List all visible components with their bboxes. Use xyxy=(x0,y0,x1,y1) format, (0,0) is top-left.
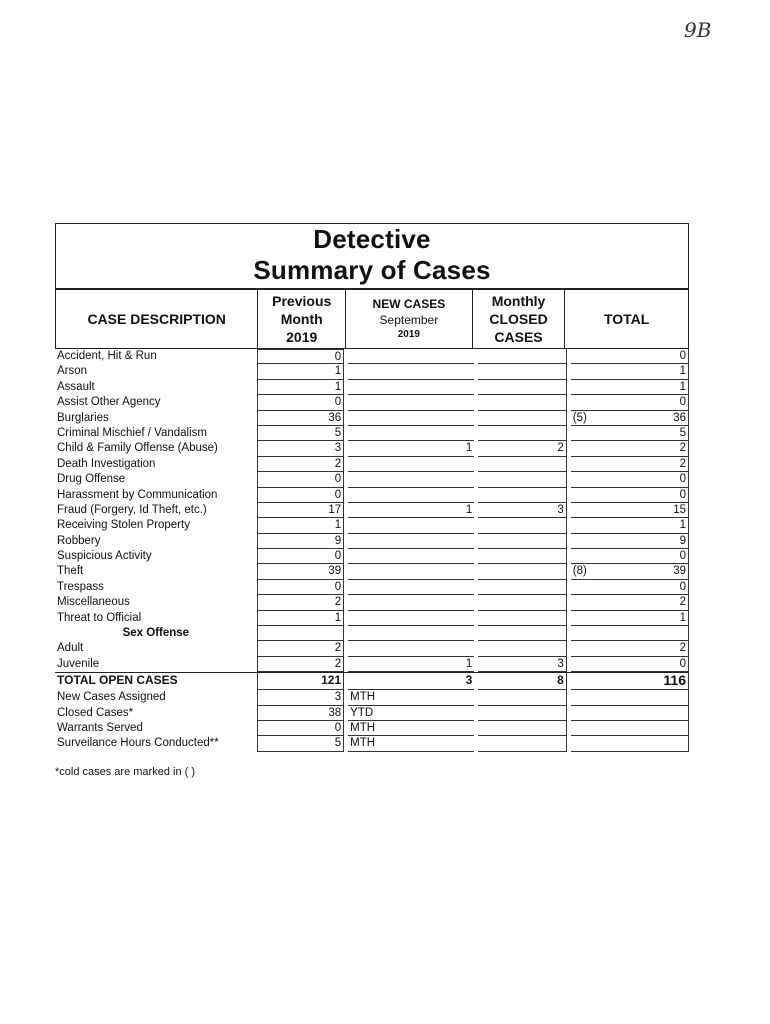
previous-month-value: 0 xyxy=(257,472,344,487)
previous-month-value: 36 xyxy=(257,411,344,426)
summary-empty-closed xyxy=(478,721,566,736)
closed-cases-value xyxy=(478,426,566,441)
new-cases-value xyxy=(348,349,474,364)
summary-value: 5 xyxy=(257,736,344,751)
total-value: 0 xyxy=(679,580,686,593)
header-closed-l1: Monthly xyxy=(491,293,546,309)
header-previous-l1: Previous xyxy=(272,293,332,309)
total-cell xyxy=(571,380,689,395)
closed-cases-value xyxy=(478,518,566,533)
sex-offense-label: Sex Offense xyxy=(122,627,190,640)
total-prev: 121 xyxy=(257,673,344,690)
total-cell xyxy=(571,364,689,379)
total-cell xyxy=(571,580,689,595)
total-value: 2 xyxy=(679,596,686,609)
closed-cases-value xyxy=(478,395,566,410)
table-row xyxy=(55,549,689,564)
cold-case-count: (8) xyxy=(572,565,587,578)
total-cell xyxy=(571,549,689,564)
summary-value: 38 xyxy=(257,706,344,721)
case-description: Criminal Mischief / Vandalism xyxy=(57,426,207,439)
total-value: 0 xyxy=(679,350,686,362)
table-row xyxy=(55,364,689,379)
summary-row xyxy=(55,690,689,705)
summary-empty-closed xyxy=(478,690,566,705)
case-description: Fraud (Forgery, Id Theft, etc.) xyxy=(57,503,207,516)
sex-rows xyxy=(55,641,689,672)
summary-value: 0 xyxy=(257,721,344,736)
new-cases-value xyxy=(348,457,474,472)
header-new-cases xyxy=(346,290,473,348)
previous-month-value: 1 xyxy=(257,364,344,379)
total-value: 1 xyxy=(679,365,686,378)
previous-month-value: 2 xyxy=(257,457,344,472)
summary-sheet xyxy=(55,223,689,752)
table-row xyxy=(55,518,689,533)
closed-cases-value: 3 xyxy=(478,503,566,518)
previous-month-value: 1 xyxy=(257,380,344,395)
table-row xyxy=(55,457,689,472)
summary-unit: MTH xyxy=(348,690,474,705)
case-description: Arson xyxy=(57,365,88,378)
header-row xyxy=(55,288,689,349)
table-row xyxy=(55,488,689,503)
total-value: 0 xyxy=(679,550,686,563)
table-row xyxy=(55,441,689,456)
new-cases-value xyxy=(348,395,474,410)
new-cases-value xyxy=(348,641,474,656)
case-description: Death Investigation xyxy=(57,457,156,470)
closed-cases-value xyxy=(478,564,566,579)
header-closed-l2: CLOSED xyxy=(489,311,548,327)
summary-description: New Cases Assigned xyxy=(57,691,166,704)
closed-cases-value xyxy=(478,457,566,472)
closed-cases-value xyxy=(478,549,566,564)
title-box xyxy=(55,223,689,288)
previous-month-value: 0 xyxy=(257,580,344,595)
title-line-1: Detective xyxy=(313,224,431,254)
header-new-l2: September xyxy=(379,313,439,327)
total-value: 1 xyxy=(679,380,686,393)
new-cases-value xyxy=(348,564,474,579)
sex-offense-total-empty xyxy=(571,626,689,641)
table-row xyxy=(55,564,689,579)
closed-cases-value: 3 xyxy=(478,657,566,672)
total-cell xyxy=(571,472,689,487)
table-row xyxy=(55,503,689,518)
total-value: 2 xyxy=(679,457,686,470)
table-row xyxy=(55,657,689,672)
page-number: 9B xyxy=(684,18,712,42)
summary-empty-total xyxy=(571,690,689,705)
total-cell xyxy=(571,534,689,549)
total-cell xyxy=(571,411,689,426)
case-description: Theft xyxy=(57,565,84,578)
total-cell xyxy=(571,349,689,364)
case-description: Robbery xyxy=(57,534,101,547)
previous-month-value: 2 xyxy=(257,595,344,610)
total-value: 1 xyxy=(679,519,686,532)
sex-offense-heading-row xyxy=(55,626,689,641)
header-new-l3: 2019 xyxy=(397,329,420,340)
summary-empty-total xyxy=(571,721,689,736)
table-row xyxy=(55,472,689,487)
closed-cases-value xyxy=(478,488,566,503)
previous-month-value: 0 xyxy=(257,395,344,410)
total-cell xyxy=(571,395,689,410)
previous-month-value: 0 xyxy=(257,488,344,503)
closed-cases-value xyxy=(478,641,566,656)
total-value: 15 xyxy=(673,503,686,516)
previous-month-value: 2 xyxy=(257,657,344,672)
total-label: TOTAL OPEN CASES xyxy=(57,673,178,688)
total-total-cell xyxy=(571,673,689,690)
case-rows xyxy=(55,349,689,626)
new-cases-value xyxy=(348,472,474,487)
summary-description: Surveilance Hours Conducted** xyxy=(57,737,219,750)
total-value: 0 xyxy=(679,657,686,670)
closed-cases-value xyxy=(478,611,566,626)
previous-month-value: 0 xyxy=(257,549,344,564)
cold-case-count: (5) xyxy=(572,411,587,424)
total-value: 2 xyxy=(679,642,686,655)
header-previous-month xyxy=(258,290,346,348)
total-cell xyxy=(571,503,689,518)
case-description: Miscellaneous xyxy=(57,596,130,609)
new-cases-value: 1 xyxy=(348,657,474,672)
new-cases-value xyxy=(348,534,474,549)
closed-cases-value xyxy=(478,472,566,487)
total-open-cases-row xyxy=(55,672,689,690)
total-cell xyxy=(571,611,689,626)
header-previous-l3: 2019 xyxy=(286,329,318,345)
table-row xyxy=(55,641,689,656)
previous-month-value: 39 xyxy=(257,564,344,579)
closed-cases-value xyxy=(478,364,566,379)
previous-month-value: 0 xyxy=(257,349,344,364)
title-line-2: Summary of Cases xyxy=(253,255,491,285)
table-row xyxy=(55,411,689,426)
total-value: 0 xyxy=(679,488,686,501)
total-value: 2 xyxy=(679,442,686,455)
summary-empty-closed xyxy=(478,736,566,751)
total-cell xyxy=(571,595,689,610)
total-cell xyxy=(571,641,689,656)
closed-cases-value xyxy=(478,534,566,549)
summary-unit: MTH xyxy=(348,721,474,736)
summary-unit: MTH xyxy=(348,736,474,751)
new-cases-value xyxy=(348,549,474,564)
closed-cases-value xyxy=(478,349,566,364)
case-description: Suspicious Activity xyxy=(57,550,152,563)
previous-month-value: 9 xyxy=(257,534,344,549)
table-row xyxy=(55,611,689,626)
closed-cases-value: 2 xyxy=(478,441,566,456)
total-cell xyxy=(571,441,689,456)
case-description: Burglaries xyxy=(57,411,109,424)
table-row xyxy=(55,380,689,395)
new-cases-value xyxy=(348,380,474,395)
case-description: Assist Other Agency xyxy=(57,396,161,409)
case-description: Accident, Hit & Run xyxy=(57,350,157,362)
total-value: 5 xyxy=(679,426,686,439)
previous-month-value: 17 xyxy=(257,503,344,518)
table-row xyxy=(55,580,689,595)
header-total: TOTAL xyxy=(603,311,650,327)
case-description: Assault xyxy=(57,380,95,393)
previous-month-value: 2 xyxy=(257,641,344,656)
table-row xyxy=(55,395,689,410)
total-cell xyxy=(571,657,689,672)
header-new-l1: NEW CASES xyxy=(372,297,446,311)
closed-cases-value xyxy=(478,411,566,426)
total-new: 3 xyxy=(348,673,474,690)
summary-value: 3 xyxy=(257,690,344,705)
previous-month-value: 5 xyxy=(257,426,344,441)
new-cases-value xyxy=(348,488,474,503)
sex-offense-new-empty xyxy=(348,626,474,641)
total-total: 116 xyxy=(663,673,686,689)
summary-row xyxy=(55,736,689,751)
case-description: Adult xyxy=(57,642,84,655)
table-row xyxy=(55,349,689,364)
table-row xyxy=(55,426,689,441)
new-cases-value xyxy=(348,580,474,595)
total-value: 1 xyxy=(679,611,686,624)
sex-offense-closed-empty xyxy=(478,626,566,641)
case-description: Child & Family Offense (Abuse) xyxy=(57,442,218,455)
table-row xyxy=(55,595,689,610)
new-cases-value: 1 xyxy=(348,503,474,518)
new-cases-value xyxy=(348,611,474,626)
header-closed-cases xyxy=(473,290,566,348)
footnote: *cold cases are marked in ( ) xyxy=(55,766,195,778)
summary-description: Closed Cases* xyxy=(57,706,134,719)
new-cases-value xyxy=(348,411,474,426)
table-row xyxy=(55,534,689,549)
total-closed: 8 xyxy=(478,673,566,690)
new-cases-value xyxy=(348,595,474,610)
header-closed-l3: CASES xyxy=(494,329,543,345)
case-description: Drug Offense xyxy=(57,473,126,486)
new-cases-value: 1 xyxy=(348,441,474,456)
case-description: Juvenile xyxy=(57,657,100,670)
total-cell xyxy=(571,457,689,472)
previous-month-value: 1 xyxy=(257,611,344,626)
total-cell xyxy=(571,488,689,503)
case-description: Threat to Official xyxy=(57,611,142,624)
case-description: Trespass xyxy=(57,580,104,593)
previous-month-value: 3 xyxy=(257,441,344,456)
closed-cases-value xyxy=(478,580,566,595)
case-description: Receiving Stolen Property xyxy=(57,519,190,532)
case-description: Harassment by Communication xyxy=(57,488,218,501)
total-cell xyxy=(571,564,689,579)
closed-cases-value xyxy=(478,595,566,610)
total-value: 9 xyxy=(679,534,686,547)
summary-unit: YTD xyxy=(348,706,474,721)
summary-rows xyxy=(55,690,689,752)
summary-row xyxy=(55,721,689,736)
previous-month-value: 1 xyxy=(257,518,344,533)
closed-cases-value xyxy=(478,380,566,395)
total-value: 0 xyxy=(679,396,686,409)
new-cases-value xyxy=(348,426,474,441)
summary-description: Warrants Served xyxy=(57,721,143,734)
new-cases-value xyxy=(348,518,474,533)
total-cell xyxy=(571,426,689,441)
new-cases-value xyxy=(348,364,474,379)
total-value: 39 xyxy=(673,565,686,578)
header-case-description: CASE DESCRIPTION xyxy=(56,290,258,348)
header-previous-l2: Month xyxy=(280,311,323,327)
total-cell xyxy=(571,518,689,533)
summary-empty-total xyxy=(571,706,689,721)
summary-row xyxy=(55,706,689,721)
summary-empty-total xyxy=(571,736,689,751)
total-value: 0 xyxy=(679,473,686,486)
total-value: 36 xyxy=(673,411,686,424)
sex-offense-prev-empty xyxy=(257,626,344,641)
summary-empty-closed xyxy=(478,706,566,721)
